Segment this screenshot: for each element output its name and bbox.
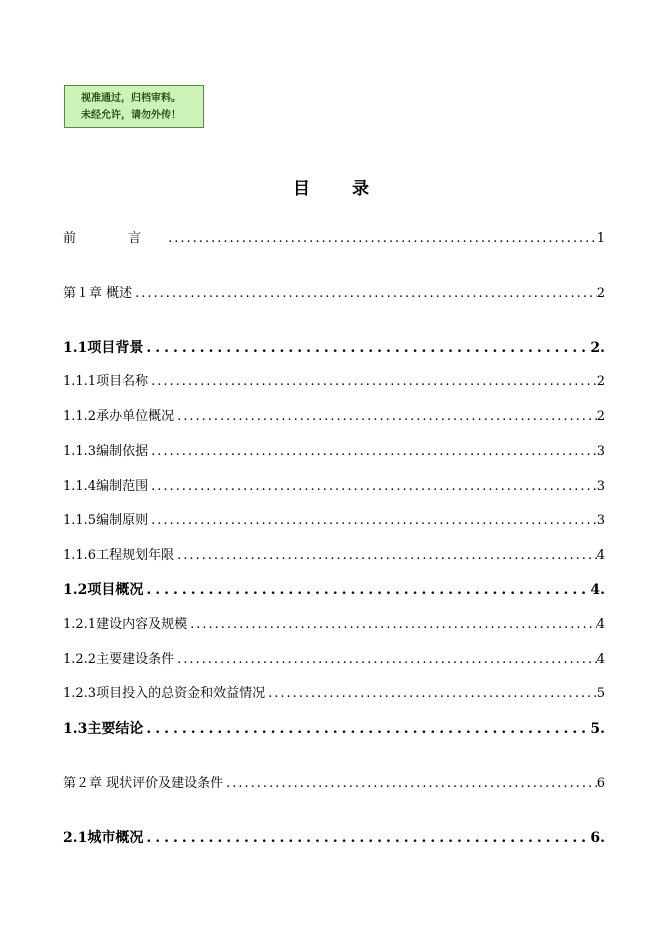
toc-entry-page: 2: [596, 374, 605, 389]
toc-entry-chapter-2[interactable]: [63, 775, 605, 793]
toc-entry-label: 1.1.6工程规划年限: [63, 548, 175, 563]
toc-entry-1-2-1[interactable]: [63, 616, 605, 634]
toc-entry-label: 1.1.3编制依据: [63, 444, 149, 459]
toc-entry-label: 1.1.5编制原则: [63, 513, 149, 528]
toc-leader-dots: [148, 478, 597, 496]
toc-leader-dots: [132, 285, 597, 303]
toc-entry-1-1-6[interactable]: [63, 547, 605, 565]
toc-entry-1-2[interactable]: [63, 581, 605, 599]
toc-entry-page: 3: [596, 444, 605, 459]
toc-entry-1-1-4[interactable]: [63, 478, 605, 496]
toc-entry-label: 1.1项目背景: [63, 340, 144, 356]
toc-entry-2-1[interactable]: [63, 829, 605, 847]
toc-entry-label: 1.2项目概况: [63, 582, 144, 598]
toc-entry-label: 1.3主要结论: [63, 721, 144, 737]
toc-leader-dots: [148, 443, 597, 461]
toc-entry-label: 1.1.2承办单位概况: [63, 409, 175, 424]
toc-entry-1-1[interactable]: [63, 339, 605, 357]
toc-entry-label: 1.2.1建设内容及规模: [63, 617, 188, 632]
toc-entry-1-1-2[interactable]: [63, 408, 605, 426]
toc-entry-page: 3: [596, 513, 605, 528]
toc-entry-1-1-3[interactable]: [63, 443, 605, 461]
toc-entry-1-1-1[interactable]: [63, 373, 605, 391]
toc-entry-page: 3: [596, 479, 605, 494]
toc-entry-page: 5: [596, 686, 605, 701]
toc-entry-label: 1.2.2主要建设条件: [63, 652, 175, 667]
toc-entry-page: 4: [596, 617, 605, 632]
toc-entry-label: 1.2.3项目投入的总资金和效益情况: [63, 686, 266, 701]
toc-entry-page: 6: [596, 776, 605, 791]
toc-leader-dots: [174, 547, 597, 565]
notice-line-1: 视准通过，归档审料。: [81, 93, 181, 104]
toc-entry-label: 第２章 现状评价及建设条件: [63, 776, 224, 791]
toc-leader-dots: [165, 230, 597, 248]
toc-leader-dots: [223, 775, 597, 793]
toc-leader-dots: [174, 651, 597, 669]
toc-leader-dots: [148, 373, 597, 391]
toc-leader-dots: [187, 616, 597, 634]
toc-entry-1-2-2[interactable]: [63, 651, 605, 669]
toc-entry-page: 4: [596, 652, 605, 667]
toc-entry-page: 4: [596, 548, 605, 563]
toc-entry-page: 1: [596, 231, 605, 246]
toc-entry-1-3[interactable]: [63, 720, 605, 738]
toc-entry-1-2-3[interactable]: [63, 685, 605, 703]
toc-entry-label: 2.1城市概况: [63, 830, 144, 846]
notice-line-2: 未经允许，请勿外传！: [81, 110, 181, 121]
toc-leader-dots: [143, 720, 590, 738]
confidential-notice-box: [64, 85, 204, 128]
toc-leader-dots: [143, 581, 590, 599]
toc-leader-dots: [265, 685, 597, 703]
toc-leader-dots: [143, 829, 590, 847]
toc-leader-dots: [143, 339, 590, 357]
toc-entry-label: 1.1.4编制范围: [63, 479, 149, 494]
toc-entry-page: 2: [596, 409, 605, 424]
toc-entry-page: 2.: [590, 340, 605, 356]
toc-entry-page: 5.: [590, 721, 605, 737]
toc-entry-chapter-1[interactable]: [63, 285, 605, 303]
toc-entry-label: 第１章 概述: [63, 286, 133, 301]
toc-entry-1-1-5[interactable]: [63, 512, 605, 530]
toc-entry-preface[interactable]: [63, 230, 605, 248]
toc-entry-page: 6.: [590, 830, 605, 846]
toc-entry-label: 前 言: [63, 231, 166, 246]
toc-leader-dots: [174, 408, 597, 426]
toc-entry-page: 4.: [590, 582, 605, 598]
toc-entry-page: 2: [596, 286, 605, 301]
toc-leader-dots: [148, 512, 597, 530]
page-title: 目录: [293, 179, 411, 199]
toc-entry-label: 1.1.1项目名称: [63, 374, 149, 389]
